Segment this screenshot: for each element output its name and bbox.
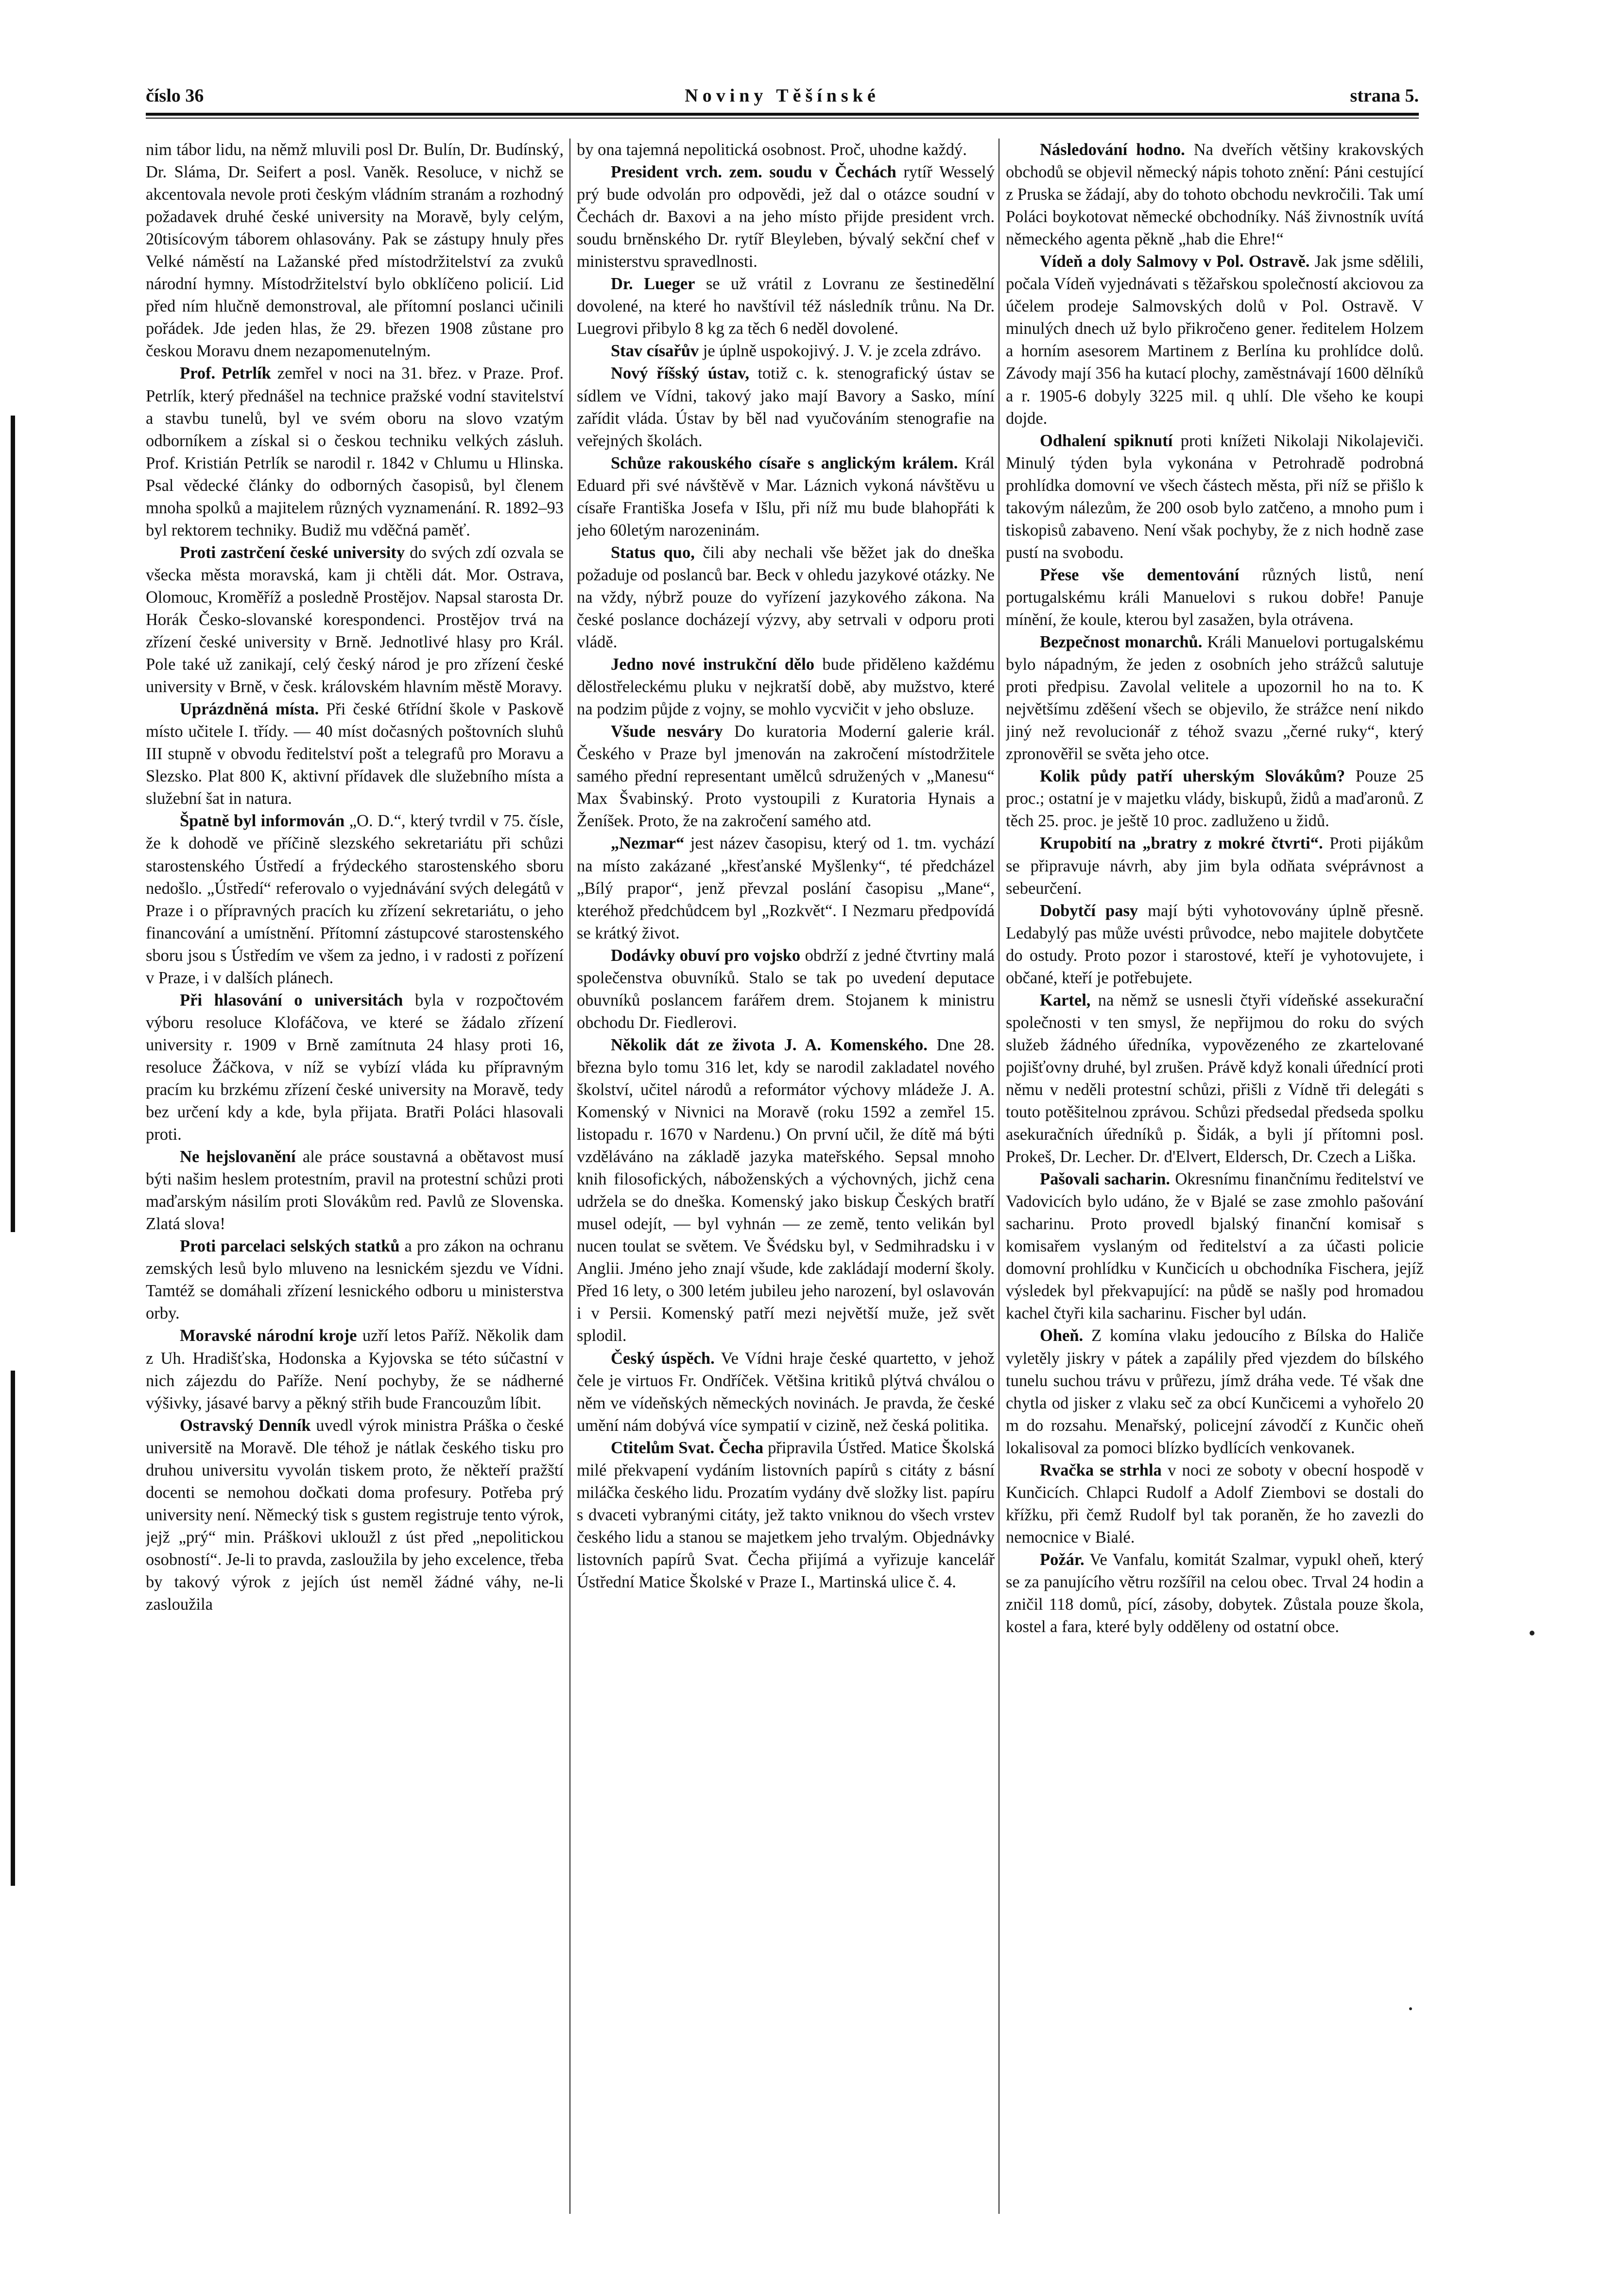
news-item — [1006, 139, 1424, 250]
news-item-body: proti knížeti Nikolaji Nikolajeviči. Minulý týden byla vykonána v Petrohradě podrobná prohlídka domovní ve všech částech města, při níž se přišlo k takovým nálezům, že 200 osob bylo zatčeno, a mnoho pum i tiskopisů zabaveno. Není však pochyby, že z nich hodně zase pustí na svobodu. — [1006, 431, 1424, 562]
news-item-headline: Ostravský Denník — [180, 1416, 311, 1435]
news-item-body: uvedl výrok ministra Práška o české universitě na Moravě. Dle téhož je nátlak českého tisku pro druhou universitu vyvolán tiskem proto, že někteří pražští docenti se nemohou dočkati doma profesury. Potřeba prý university není. Německý tisk s gustem registruje tento výrok, jejž „prý“ min. Práškovi ukloužl z úst před „nepolitickou osobností“. Je-li to pravda, zasloužila by jeho excelence, třeba by takový výrok z jejích úst neměl žádné váhy, ne-li zasloužila — [146, 1416, 564, 1614]
news-item-headline: Požár. — [1040, 1550, 1085, 1569]
news-item — [146, 139, 564, 362]
article-column-1 — [146, 139, 564, 2224]
news-item-body: Okresnímu finančnímu ředitelství ve Vadovicích bylo udáno, že v Bjalé se zase zmohlo pašování sacharinu. Proto provedl bjalský finanční komisař s komisařem vyslaným od ředitelství a za účasti policie domovní prohlídku v Kunčicích u obchodníka Fischera, jejíž výsledek byl překvapující: na půdě se našly pod hromadou kachel čtyři kila sacharinu. Fischer byl udán. — [1006, 1170, 1424, 1323]
news-item-body: obdrží z jedné čtvrtiny malá společenstva obuvníků. Stalo se tak po uvedení deputace obuvníků poslancem farářem drem. Stojanem k ministru obchodu Dr. Fiedlerovi. — [577, 946, 995, 1032]
news-item-body: různých listů, není portugalskému králi Manuelovi s rukou dobře! Panuje mínění, že koule, kterou byl zasažen, byla otrávena. — [1006, 565, 1424, 629]
news-item — [146, 1324, 564, 1414]
news-item-body: jest název časopisu, který od 1. tm. vychází na místo zakázané „křesťanské Myšlenky“, té předcházel „Bílý prapor“, jenž převzal poslání časopisu „Mane“, kteréhož předchůdcem byl „Rozkvět“. I Nezmaru předpovídá se krátký život. — [577, 834, 995, 942]
news-item-body: Ve Vídni hraje české quartetto, v jehož čele je virtuos Fr. Ondříček. Většina kritiků plýtvá chválou o něm ve vídeňských německých novinách. Je pravda, že české umění nám dobývá více sympatií v cizině, než česká politika. — [577, 1349, 995, 1435]
news-item — [577, 362, 995, 452]
news-item-headline: Český úspěch. — [611, 1349, 715, 1368]
news-item — [146, 1414, 564, 1616]
news-item — [1006, 564, 1424, 631]
news-item-headline: Bezpečnost monarchů. — [1040, 633, 1203, 652]
news-item-headline: Následování hodno. — [1040, 140, 1185, 159]
news-item — [1006, 989, 1424, 1168]
news-item — [577, 273, 995, 340]
news-item-headline: Všude nesváry — [611, 722, 723, 741]
page-number: strana 5. — [1350, 86, 1419, 106]
news-item-body: Proti pijákům se připravuje návrh, aby jim byla odňata svéprávnost a sebeurčení. — [1006, 834, 1424, 898]
news-item — [1006, 1324, 1424, 1459]
article-column-3 — [1006, 139, 1424, 2224]
news-item — [1006, 1459, 1424, 1548]
news-item-body: na němž se usnesli čtyři vídeňské assekurační společnosti v ten smysl, že nepřijmou do roku do svých služeb žádného úředníka, vypovězeného ze zkartelované pojišťovny druhé, byl zrušen. Právě když konali úřednící proti němu v neděli protestní schůzi, přišli z Vídně tři delegáti s touto potěšitelnou zprávou. Schůzi předsedal předseda spolku asekuračních úředníků p. Šidák, a byli jí přítomni posl. Prokeš, Dr. Lecher. Dr. d'Elvert, Eldersch, Dr. Czech a Liška. — [1006, 991, 1424, 1166]
news-item-body: Do kuratoria Moderní galerie král. Českého v Praze byl jmenován na zakročení místodržitele samého přední representant umělců sdružených v „Manesu“ Max Švabinský. Proto vystoupili z Kuratoria Hynais a Ženíšek. Proto, že na zakročení samého atd. — [577, 722, 995, 831]
print-speck — [1530, 1631, 1534, 1635]
news-item-headline: President vrch. zem. soudu v Čechách — [611, 163, 896, 182]
news-item — [146, 810, 564, 989]
news-item-headline: Kolik půdy patří uherským Slovákům? — [1040, 767, 1345, 786]
news-item-body: byla v rozpočtovém výboru resoluce Klofáčova, ve které se žádalo zřízení university r. 1909 v Brně zamítnuta 24 hlasy proti 16, resoluce Žáčkova, v níž se vybízí vláda ku přípravným pracím ku brzkému zřízení české university na Moravě, tedy bez určení kdy a kde, byla přijata. Bratři Poláci hlasovali proti. — [146, 991, 564, 1144]
news-item-body: nim tábor lidu, na němž mluvili posl Dr. Bulín, Dr. Budínský, Dr. Sláma, Dr. Seifert a posl. Vaněk. Resoluce, v nichž se akcentovala nevole proti českým vládním stranám a rozhodný požadavek druhé české university na Moravě, byly celým, 20tisícovým táborem ohlasovány. Pak se zástupy hnuly přes Velké náměstí na Lažanské před místodržitelství za zvuků národní hymny. Místodržitelství bylo obklíčeno policií. Lid před ním hlučně demonstroval, ale přítomní poslanci učinili pořádek. Jde jeden hlas, že 29. březen 1908 zůstane pro českou Moravu dnem nezapomenutelným. — [146, 140, 564, 361]
news-item-body: připravila Ústřed. Matice Školská milé překvapení vydáním listovních papírů s citáty z básní miláčka českého lidu. Prozatím vydány dvě složky list. papíru s dvaceti vybranými citáty, jež takto vniknou do všech vrstev českého lidu a stanou se majetkem jeho trvalým. Objednávky listovních papírů Svat. Čecha přijímá a vyřizuje kancelář Ústřední Matice Školské v Praze I., Martinská ulice č. 4. — [577, 1438, 995, 1591]
news-item — [146, 1235, 564, 1324]
news-item-body: Dne 28. března bylo tomu 316 let, kdy se narodil zakladatel nového školství, učitel národů a reformátor výchovy mládeže J. A. Komenský v Nivnici na Moravě (roku 1592 a zemřel 15. listopadu r. 1670 v Nardenu.) On první učil, že dítě má býti vzděláváno na základě jazyka mateřského. Sepsal mnoho knih filosofických, náboženských a výchovných, jichž cena udržela se do dneška. Komenský jako biskup Českých bratří musel odejít, — byl vyhnán — ze země, tento velikán byl nucen toulat se světem. Ve Švédsku byl, v Sedmihradsku i v Anglii. Jméno jeho znají všude, kde zakládají moderní školy. Před 16 lety, o 300 letém jubileu jeho narození, byl oslavován i v Persii. Komenský patří mezi největší muže, jež svět splodil. — [577, 1035, 995, 1345]
news-item — [1006, 765, 1424, 832]
news-item-headline: Při hlasování o universitách — [180, 991, 403, 1009]
news-item-headline: Oheň. — [1040, 1326, 1084, 1345]
news-item-body: Pouze 25 proc.; ostatní je v majetku vlády, biskupů, židů a maďaronů. Z těch 25. proc. je ještě 10 proc. zadluženo u židů. — [1006, 767, 1424, 831]
news-item-body: bude přiděleno každému dělostřeleckému pluku v nejkratší době, aby mužstvo, které na podzim půjde z vojny, se mohlo vycvičit v jeho obsluze. — [577, 655, 995, 719]
news-item — [146, 541, 564, 698]
news-item — [1006, 1548, 1424, 1638]
header-rule-thin — [146, 118, 1419, 119]
news-item — [146, 1146, 564, 1235]
news-item — [577, 832, 995, 944]
news-item — [146, 362, 564, 541]
margin-bar — [11, 1371, 15, 1886]
news-item-body: totiž c. k. stenografický ústav se sídlem ve Vídni, takový jako mají Bavory a Sasko, míní zařídit vláda. Ústav by běl nad vyučováním stenografie na veřejných školách. — [577, 364, 995, 450]
news-item-headline: Status quo, — [611, 543, 695, 562]
news-item-headline: Proti parcelaci selských statků — [180, 1237, 400, 1256]
header-rule — [146, 113, 1419, 116]
news-item-body: je úplně uspokojivý. J. V. je zcela zdrávo. — [703, 342, 982, 361]
news-item-headline: Odhalení spiknutí — [1040, 431, 1173, 450]
news-item-body: „O. D.“, který tvrdil v 75. čísle, že k dohodě ve příčině slezského sekretariátu při schůzi starostenského Ústředí a frýdeckého starostenského sboru nedošlo. „Ústředí“ referovalo o vyjednávání svých delegátů v Praze i o přípravných pracích ku zřízení sekretariátu, o jeho financování a umístnění. Přítomní zástupcové starostenského sboru jsou s Ústředím ve všem za jedno, i v radosti z pořízení v Praze, i v dalších plánech. — [146, 812, 564, 987]
news-item — [1006, 900, 1424, 989]
news-item — [577, 720, 995, 832]
news-item-body: Při české 6třídní škole v Paskově místo učitele I. třídy. — 40 míst dočasných poštovních sluhů III stupně v obvodu ředitelství pošt a telegrafů pro Moravu a Slezsko. Plat 800 K, aktivní přídavek dle služebního místa a služební šat in natura. — [146, 700, 564, 808]
page-header — [146, 85, 1419, 114]
news-item-body: v noci ze soboty v obecní hospodě v Kunčicích. Chlapci Rudolf a Adolf Ziembovi se dostali do křížku, při čemž Rudolf byl tak poraněn, že ho zavezli do nemocnice v Bialé. — [1006, 1461, 1424, 1547]
news-item-body: rytíř Wesselý prý bude odvolán pro odpovědi, jež dal o otázce soudní v Čechách dr. Baxovi a na jeho místo přijde president vrch. soudu brněnského Dr. rytíř Bleyleben, bývalý sekční chef v ministerstvu spravedlnosti. — [577, 163, 995, 271]
news-item-body: a pro zákon na ochranu zemských lesů bylo mluveno na lesnickém sjezdu ve Vídni. Tamtéž se domáhali zřízení lesnického odboru u ministerstva orby. — [146, 1237, 564, 1323]
news-item — [577, 653, 995, 720]
news-item — [146, 698, 564, 810]
news-item-body: uzří letos Paříž. Několik dam z Uh. Hradišťska, Hodonska a Kyjovska se této súčastní v nich zájezdu do Paříže. Není pochyby, že se nádherné výšivky, jásavé barvy a pěkný střih bude Francouzům líbit. — [146, 1326, 564, 1412]
news-item — [577, 541, 995, 653]
news-item-body: do svých zdí ozvala se všecka města moravská, kam ji chtěli dát. Mor. Ostrava, Olomouc, Kroměříž a posledně Prostějov. Napsal starosta Dr. Horák Česko-slovanské korespondenci. Prostějov trvá na zřízení české university v Brně. Jednotlivé hlasy pro Král. Pole také už zanikají, celý český národ je pro zřízení české university v Brně, v česk. královském hlavním městě Moravy. — [146, 543, 564, 696]
news-item-headline: Uprázdněná místa. — [180, 700, 319, 719]
news-item-headline: Dodávky obuví pro vojsko — [611, 946, 801, 965]
news-item-headline: Nový říšský ústav, — [611, 364, 750, 383]
news-item-body: Král Eduard při své návštěvě v Mar. Láznich vykoná návštěvu u císaře Františka Josefa v Išlu, při níž mu bude blahopřáti k jeho 60letým narozeninám. — [577, 453, 995, 539]
news-item-body: mají býti vyhotovovány úplně přesně. Ledabylý pas může uvésti průvodce, nebo majitele dobytčete do ostudy. Proto pozor i starostové, kteří je vyhotovujete, i občané, kteří je potřebujete. — [1006, 901, 1424, 987]
news-item-headline: Dobytčí pasy — [1040, 901, 1138, 920]
news-item-headline: Dr. Lueger — [611, 275, 695, 294]
news-item-headline: Rvačka se strhla — [1040, 1461, 1162, 1479]
news-item-headline: Jedno nové instrukční dělo — [611, 655, 815, 674]
news-item — [577, 340, 995, 362]
news-item-headline: Několik dát ze života J. A. Komenského. — [611, 1035, 928, 1054]
news-item-headline: „Nezmar“ — [611, 834, 685, 853]
column-divider — [569, 139, 570, 2214]
news-item-body: Z komína vlaku jedoucího z Bílska do Haliče vyletěly jiskry v pátek a zapálily před vjezdem do bílského tunelu suchou trávu v průřezu, jímž dráha vede. Té však dne chytla od jisker z vlaku seč za obcí Kunčicemi a vyhořelo 20 m do rozsahu. Menařský, policejní závodčí z Kunčic oheň lokalisoval za pomoci blízko bydlících venkovanek. — [1006, 1326, 1424, 1457]
news-item-headline: Ctitelům Svat. Čecha — [611, 1438, 764, 1457]
news-item — [146, 989, 564, 1146]
news-item — [577, 139, 995, 161]
news-item-headline: Pašovali sacharin. — [1040, 1170, 1171, 1189]
news-item — [1006, 631, 1424, 765]
margin-bar — [11, 416, 15, 1232]
news-item-body: Ve Vanfalu, komitát Szalmar, vypukl oheň, který se za panujícího větru rozšířil na celou obec. Trval 24 hodin a zničil 118 domů, pící, zásoby, dobytek. Zůstala pouze škola, kostel a fara, které byly odděleny od ostatní obce. — [1006, 1550, 1424, 1636]
news-item-headline: Přese vše dementování — [1040, 565, 1240, 584]
news-item-body: čili aby nechali vše běžet jak do dneška požaduje od poslanců bar. Beck v ohledu jazykové otázky. Ne na vždy, nýbrž pouze do vyřízení jazykového zákona. Na české poslance docházejí výzvy, aby setrvali v odporu proti vládě. — [577, 543, 995, 652]
news-item-headline: Schůze rakouského císaře s anglickým králem. — [611, 453, 958, 472]
news-item-headline: Krupobití na „bratry z mokré čtvrti“. — [1040, 834, 1323, 853]
news-item-body: Na dveřích většiny krakovských obchodů se objevil německý nápis tohoto znění: Páni cestující z Pruska se žádají, aby do tohoto obchodu nevkročili. Tak umí Poláci boykotovat německé obchodníky. Náš živnostník uvítá německého agenta pěkně „hab die Ehre!“ — [1006, 140, 1424, 249]
news-item — [577, 1437, 995, 1593]
news-item — [577, 161, 995, 273]
news-item — [577, 1347, 995, 1437]
news-item-headline: Prof. Petrlík — [180, 364, 271, 383]
newspaper-title: Noviny Těšínské — [685, 86, 880, 106]
news-item — [1006, 1168, 1424, 1324]
news-item-headline: Kartel, — [1040, 991, 1091, 1009]
news-item-body: se už vrátil z Lovranu ze šestinedělní dovolené, na které ho navštívil též následník trůnu. Na Dr. Luegrovi přibylo 8 kg za těch 6 neděl dovolené. — [577, 275, 995, 338]
news-item-headline: Moravské národní kroje — [180, 1326, 357, 1345]
news-item-headline: Ne hejslovanění — [180, 1148, 296, 1166]
news-item-body: Králi Manuelovi portugalskému bylo nápadným, že jeden z osobních jeho strážců salutuje proti předpisu. Zavolal velitele a upozornil ho na to. K největšímu zděšení všech se objevilo, že strážce není nikdo jiný než revolucionář z téhož svazu „černé ruky“, který zpronověřil se světa jeho otce. — [1006, 633, 1424, 764]
news-item-headline: Špatně byl informován — [180, 812, 345, 831]
news-item — [577, 1034, 995, 1347]
news-item-headline: Vídeň a doly Salmovy v Pol. Ostravě. — [1040, 252, 1310, 271]
news-item — [1006, 250, 1424, 429]
news-item — [1006, 430, 1424, 564]
news-item — [577, 452, 995, 541]
news-item — [577, 944, 995, 1034]
news-item-headline: Stav císařův — [611, 342, 699, 361]
news-item-body: ale práce soustavná a obětavost musí býti našim heslem protestním, pravil na protestní schůzi proti maďarským násilím proti Slovákům red. Pavlů ze Slovenska. Zlatá slova! — [146, 1148, 564, 1234]
news-item-headline: Proti zastrčení české university — [180, 543, 405, 562]
news-item-body: Jak jsme sdělili, počala Vídeň vyjednávati s těžařskou společností akciovou za účelem prodeje Salmovských dolů v Pol. Ostravě. V minulých dnech už bylo přikročeno gener. ředitelem Holzem a horním asesorem Martinem z Berlína ku prohlídce dolů. Závody mají 356 ha kutací plochy, zaměstnávají 1600 dělníků a r. 1905-6 dobyly 3225 mil. q uhlí. Dle všeho ke koupi dojde. — [1006, 252, 1424, 428]
news-item-body: by ona tajemná nepolitická osobnost. Proč, uhodne každý. — [577, 140, 967, 159]
article-column-2 — [577, 139, 995, 2224]
issue-number: číslo 36 — [146, 86, 204, 106]
news-item — [1006, 832, 1424, 899]
news-item-body: zemřel v noci na 31. břez. v Praze. Prof. Petrlík, který přednášel na technice pražské vodní stavitelství a stavbu tunelů, byl ve svém oboru na slovo vzatým odborníkem a získal si o českou techniku velkých zásluh. Prof. Kristián Petrlík se narodil r. 1842 v Chlumu u Hlinska. Psal vědecké články do odborných časopisů, byl členem mnoha spolků a majitelem různých vyznamenání. R. 1892–93 byl rektorem techniky. Budiž mu vděčná paměť. — [146, 364, 564, 539]
